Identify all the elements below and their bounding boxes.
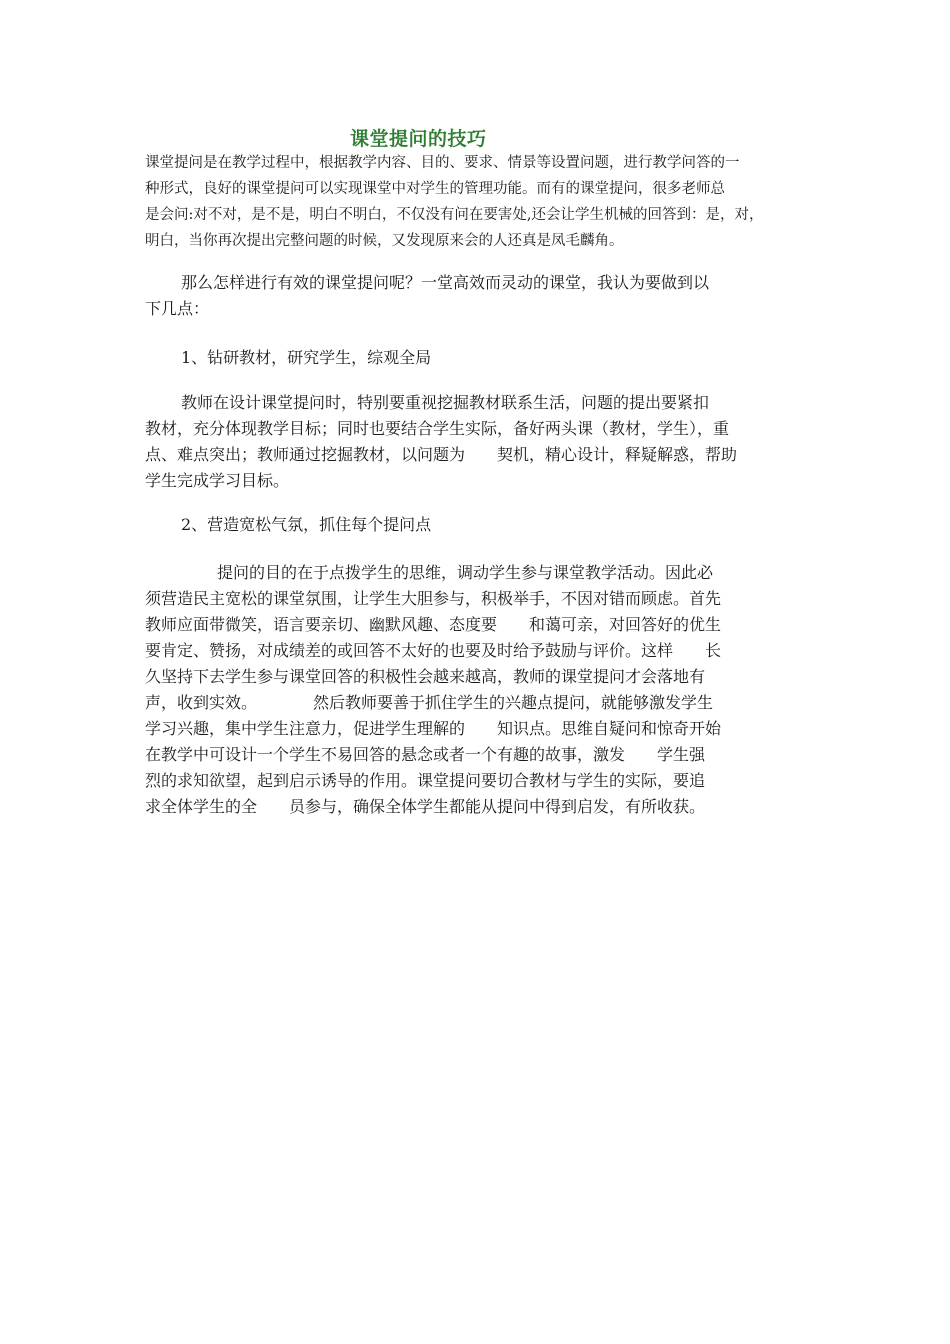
section-1-line: 教材，充分体现教学目标；同时也要结合学生实际，备好两头课（教材，学生），重 <box>145 419 730 438</box>
section-2-line: 声，收到实效。 然后教师要善于抓住学生的兴趣点提问，就能够激发学生 <box>145 693 714 712</box>
section-2-line: 学习兴趣，集中学生注意力，促进学生理解的 知识点。思维自疑问和惊奇开始 <box>145 719 722 738</box>
intro-line: 课堂提问是在教学过程中，根据教学内容、目的、要求、情景等设置问题，进行教学问答的一 <box>145 155 740 171</box>
intro-line: 明白，当你再次提出完整问题的时候，又发现原来会的人还真是凤毛麟角。 <box>145 233 624 249</box>
section-2-line: 教师应面带微笑，语言要亲切、幽默风趣、态度要 和蔼可亲，对回答好的优生 <box>145 615 722 634</box>
section-1-paragraph <box>145 390 815 494</box>
intro-line: 种形式，良好的课堂提问可以实现课堂中对学生的管理功能。而有的课堂提问，很多老师总 <box>145 181 725 197</box>
how-paragraph <box>145 270 815 322</box>
section-2-paragraph <box>145 560 815 820</box>
how-line: 下几点： <box>145 299 210 318</box>
section-1-line: 教师在设计课堂提问时，特别要重视挖掘教材联系生活，问题的提出要紧扣 <box>181 393 710 412</box>
intro-line: 是会问:对不对，是不是，明白不明白，不仅没有问在要害处,还会让学生机械的回答到：是，对， <box>145 207 764 223</box>
page-title: 课堂提问的技巧 <box>350 128 487 150</box>
section-2-line: 提问的目的在于点拨学生的思维，调动学生参与课堂教学活动。因此必 <box>217 563 714 582</box>
section-2-line: 烈的求知欲望，起到启示诱导的作用。课堂提问要切合教材与学生的实际，要追 <box>145 771 706 790</box>
section-2-line: 在教学中可设计一个学生不易回答的悬念或者一个有趣的故事，激发 学生强 <box>145 745 706 764</box>
intro-paragraph <box>145 150 815 254</box>
section-1-heading: 1、钻研教材，研究学生，综观全局 <box>181 348 432 367</box>
section-2-line: 求全体学生的全 员参与，确保全体学生都能从提问中得到启发，有所收获。 <box>145 797 706 816</box>
section-2-line: 要肯定、赞扬，对成绩差的或回答不太好的也要及时给予鼓励与评价。这样 长 <box>145 641 722 660</box>
section-2-line: 须营造民主宽松的课堂氛围，让学生大胆参与，积极举手，不因对错而顾虑。首先 <box>145 589 722 608</box>
section-2-line: 久坚持下去学生参与课堂回答的积极性会越来越高，教师的课堂提问才会落地有 <box>145 667 706 686</box>
section-1-line: 学生完成学习目标。 <box>145 471 290 490</box>
section-1-line: 点、难点突出；教师通过挖掘教材，以问题为 契机，精心设计，释疑解惑，帮助 <box>145 445 738 464</box>
section-2-heading: 2、营造宽松气氛，抓住每个提问点 <box>181 515 432 534</box>
how-line: 那么怎样进行有效的课堂提问呢？一堂高效而灵动的课堂，我认为要做到以 <box>181 273 710 292</box>
